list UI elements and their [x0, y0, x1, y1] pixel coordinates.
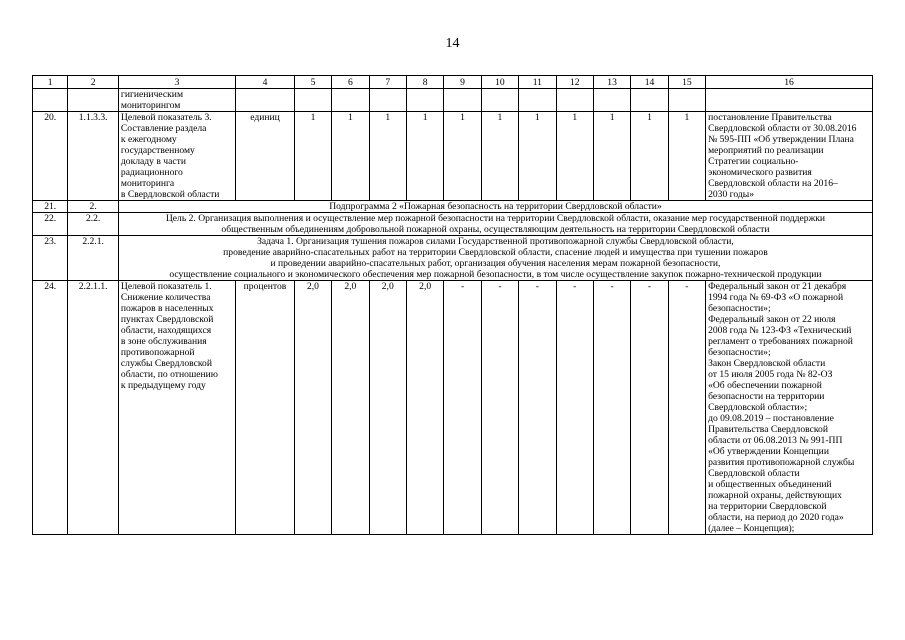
column-header: 4 — [236, 76, 295, 89]
value-cell: 1 — [519, 112, 556, 201]
goal-text — [118, 213, 872, 236]
text-line: и проведении аварийно-спасательных работ, организация обучения населения мерам пожарной безопасности, — [270, 258, 721, 269]
text-line: Целевой показатель 1. — [120, 281, 212, 292]
indicator-name-cell — [118, 89, 235, 112]
text-line: области, по отношению — [120, 369, 218, 380]
text-line: пожарной охраны, действующих — [708, 490, 842, 501]
value-cell: 1 — [294, 112, 331, 201]
column-header: 1 — [33, 76, 68, 89]
text-line: Составление раздела — [120, 123, 207, 134]
page-number: 14 — [445, 36, 460, 51]
text-line: «Об обеспечении пожарной — [708, 380, 822, 391]
text-line: общественным объединениям добровольной пожарной охраны, осуществляющим деятельность на территории Свердловской области — [221, 224, 770, 235]
column-header: 5 — [294, 76, 331, 89]
value-cell: 1 — [593, 112, 630, 201]
text-line: Федеральный закон от 21 декабря — [708, 281, 847, 292]
value-cell: - — [556, 281, 593, 535]
text-line: службы Свердловской — [120, 358, 212, 369]
text-line: области, находящихся — [120, 325, 212, 336]
text-line: и общественных объединений — [708, 479, 832, 490]
continuation-row — [33, 89, 873, 112]
text-line: проведение аварийно-спасательных работ на территории Свердловской области, спасение людей и имущества при тушении пожаров — [223, 247, 768, 258]
column-header: 9 — [444, 76, 481, 89]
unit-cell: единиц — [236, 112, 295, 201]
text-line: мониторингом — [120, 100, 181, 111]
text-line: Цель 2. Организация выполнения и осуществление мер пожарной безопасности на территории Свердловской области, оказание мер государственной поддержки — [165, 213, 826, 224]
text-line: пожаров в населенных — [120, 303, 214, 314]
table-row — [33, 281, 873, 535]
text-line: Целевой показатель 3. — [120, 112, 212, 123]
text-line: безопасности»; — [708, 303, 771, 314]
task-row — [33, 236, 873, 281]
value-cell: - — [593, 281, 630, 535]
indicator-name-cell — [118, 112, 235, 201]
text-line: к предыдущему году — [120, 380, 206, 391]
column-header: 10 — [481, 76, 518, 89]
text-line: Свердловской области — [708, 468, 800, 479]
indicators-table — [32, 75, 873, 535]
text-line: области от 06.08.2013 № 991-ПП — [708, 435, 843, 446]
row-number: 23. — [33, 236, 68, 281]
text-line: в Свердловской области — [120, 189, 220, 200]
text-line: Задача 1. Организация тушения пожаров силами Государственной противопожарной службы Свердловской области, — [257, 236, 734, 247]
indicator-name-cell — [118, 281, 235, 535]
text-line: от 15 июля 2005 года № 82-ОЗ — [708, 369, 833, 380]
row-number: 20. — [33, 112, 68, 201]
value-cell: 1 — [332, 112, 369, 201]
text-line: докладу в части — [120, 156, 186, 167]
text-line: радиационного — [120, 167, 183, 178]
value-cell: 1 — [631, 112, 668, 201]
column-header: 12 — [556, 76, 593, 89]
text-line: Закон Свердловской области — [708, 358, 826, 369]
text-line: Свердловской области»; — [708, 402, 808, 413]
text-line: Федеральный закон от 22 июля — [708, 314, 836, 325]
subprogram-row — [33, 201, 873, 213]
text-line: 1994 года № 69-ФЗ «О пожарной — [708, 292, 844, 303]
text-line: государственному — [120, 145, 195, 156]
text-line: мониторинга — [120, 178, 175, 189]
text-line: до 09.08.2019 – постановление — [708, 413, 834, 424]
text-line: в зоне обслуживания — [120, 336, 207, 347]
text-line: безопасности на территории — [708, 391, 825, 402]
goal-row — [33, 213, 873, 236]
unit-cell: процентов — [236, 281, 295, 535]
row-code: 2. — [68, 201, 119, 213]
value-cell: - — [481, 281, 518, 535]
column-header: 16 — [706, 76, 873, 89]
text-line: (далее – Концепция); — [708, 523, 795, 534]
column-header: 14 — [631, 76, 668, 89]
text-line: противопожарной — [120, 347, 195, 358]
text-line: Свердловской области от 30.08.2016 — [708, 123, 857, 134]
value-cell: - — [631, 281, 668, 535]
value-cell: - — [519, 281, 556, 535]
row-number: 21. — [33, 201, 68, 213]
row-code: 2.2.1. — [68, 236, 119, 281]
source-cell — [706, 112, 873, 201]
text-line: безопасности»; — [708, 347, 771, 358]
text-line: 2030 годы» — [708, 189, 755, 200]
row-code: 2.2.1.1. — [68, 281, 119, 535]
value-cell: 1 — [668, 112, 705, 201]
column-header: 7 — [369, 76, 406, 89]
column-header: 15 — [668, 76, 705, 89]
text-line: экономического развития — [708, 167, 812, 178]
text-line: пунктах Свердловской — [120, 314, 214, 325]
value-cell: 1 — [556, 112, 593, 201]
text-line: мероприятий по реализации — [708, 145, 824, 156]
value-cell: 2,0 — [332, 281, 369, 535]
text-line: постановление Правительства — [708, 112, 832, 123]
column-header: 8 — [406, 76, 443, 89]
value-cell: 1 — [481, 112, 518, 201]
text-line: Стратегии социально- — [708, 156, 799, 167]
value-cell: - — [668, 281, 705, 535]
task-text — [118, 236, 872, 281]
value-cell: 2,0 — [294, 281, 331, 535]
column-header: 6 — [332, 76, 369, 89]
value-cell: 2,0 — [369, 281, 406, 535]
row-code: 2.2. — [68, 213, 119, 236]
text-line: 2008 года № 123-ФЗ «Технический — [708, 325, 852, 336]
column-header: 2 — [68, 76, 119, 89]
text-line: к ежегодному — [120, 134, 177, 145]
column-header: 3 — [118, 76, 235, 89]
source-cell — [706, 281, 873, 535]
row-code: 1.1.3.3. — [68, 112, 119, 201]
row-number: 22. — [33, 213, 68, 236]
text-line: на территории Свердловской — [708, 501, 827, 512]
text-line: Снижение количества — [120, 292, 211, 303]
value-cell: 1 — [406, 112, 443, 201]
value-cell: 1 — [444, 112, 481, 201]
text-line: Свердловской области на 2016– — [708, 178, 838, 189]
text-line: регламент о требованиях пожарной — [708, 336, 853, 347]
value-cell: - — [444, 281, 481, 535]
text-line: осуществление социального и экономического обеспечения мер пожарной безопасности, в том числе осуществление закупок пожарно-технической продукции — [169, 269, 822, 280]
row-number: 24. — [33, 281, 68, 535]
column-header: 13 — [593, 76, 630, 89]
text-line: гигиеническим — [120, 89, 184, 100]
subprogram-title: Подпрограмма 2 «Пожарная безопасность на территории Свердловской области» — [118, 201, 872, 213]
column-header: 11 — [519, 76, 556, 89]
text-line: «Об утверждении Концепции — [708, 446, 829, 457]
table-row — [33, 112, 873, 201]
text-line: развития противопожарной службы — [708, 457, 855, 468]
value-cell: 2,0 — [406, 281, 443, 535]
value-cell: 1 — [369, 112, 406, 201]
text-line: № 595-ПП «Об утверждении Плана — [708, 134, 854, 145]
text-line: Правительства Свердловской — [708, 424, 828, 435]
text-line: области, на период до 2020 года» — [708, 512, 844, 523]
column-number-row — [33, 76, 873, 89]
